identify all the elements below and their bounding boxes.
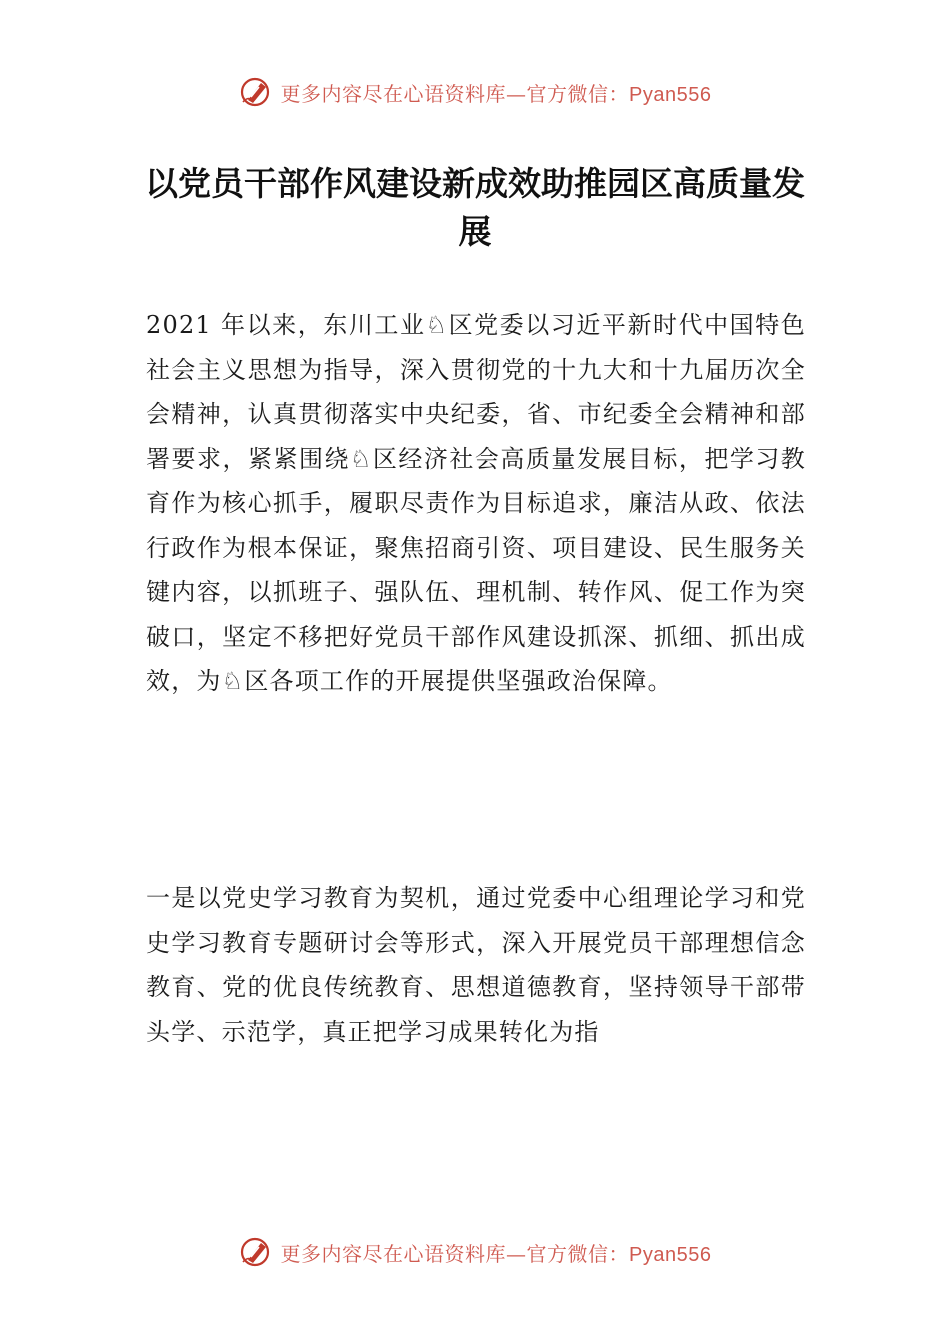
pen-nib-logo-icon	[239, 75, 273, 109]
footer-banner-text	[281, 1238, 712, 1267]
document-title: 以党员干部作风建设新成效助推园区高质量发展	[145, 164, 805, 251]
header-banner-label: 更多内容尽在心语资料库—官方微信：	[280, 81, 630, 106]
paragraph-point-one: 一是以党史学习教育为契机，通过党委中心组理论学习和党史学习教育专题研讨会等形式，深入开展党员干部理想信念教育、党的优良传统教育、思想道德教育，坚持领导干部带头学、示范学，真正把学习成果转化为指	[146, 884, 806, 1046]
header-wechat-id: Pyan556	[629, 83, 712, 106]
footer-banner-label: 更多内容尽在心语资料库—官方微信：	[280, 1241, 630, 1266]
pen-nib-logo-icon	[239, 1235, 273, 1269]
footer-wechat-id: Pyan556	[629, 1243, 712, 1266]
header-banner	[0, 70, 950, 114]
footer-banner	[0, 1230, 950, 1274]
header-banner-text	[281, 78, 712, 107]
paragraph-intro: 2021 年以来，东川工业♘区党委以习近平新时代中国特色社会主义思想为指导，深入贯彻党的十九大和十九届历次全会精神，认真贯彻落实中央纪委，省、市纪委全会精神和部署要求，紧紧围绕♘区经济社会高质量发展目标，把学习教育作为核心抓手，履职尽责作为目标追求，廉洁从政、依法行政作为根本保证，聚焦招商引资、项目建设、民生服务关键内容，以抓班子、强队伍、理机制、转作风、促工作为突破口，坚定不移把好党员干部作风建设抓深、抓细、抓出成效，为♘区各项工作的开展提供坚强政治保障。	[146, 311, 806, 695]
